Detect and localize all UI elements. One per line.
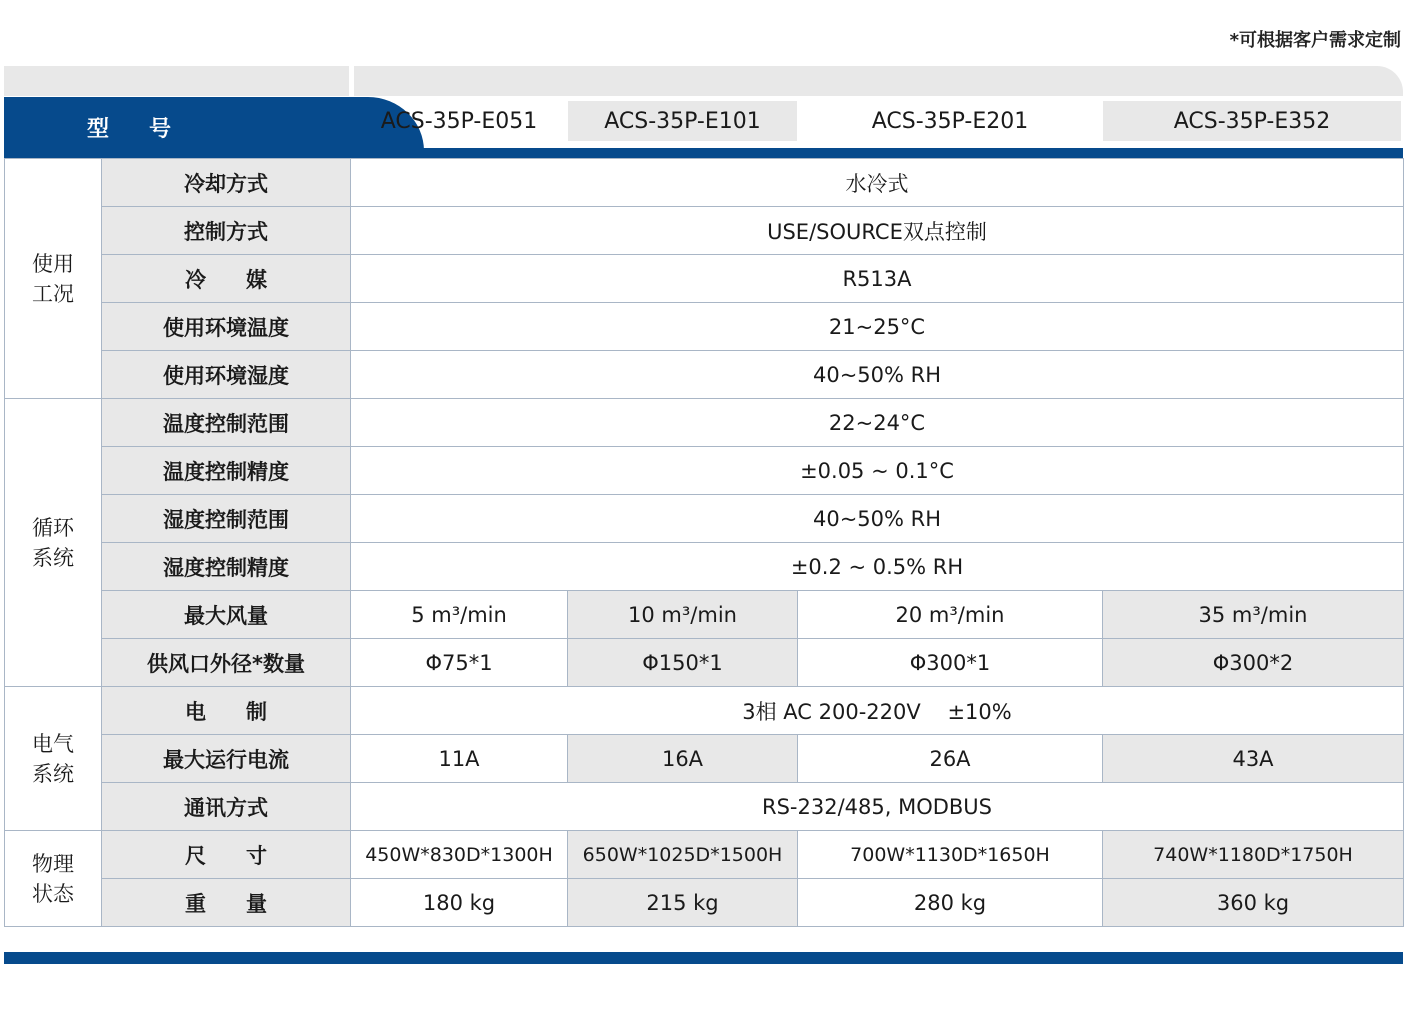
group-electrical <box>5 687 102 831</box>
footer-divider <box>4 952 1403 964</box>
row-label: 湿度控制精度 <box>102 543 351 591</box>
cell-model-2: 10 m³/min <box>568 591 798 639</box>
cell-model-4: 35 m³/min <box>1103 591 1404 639</box>
row-value: 40~50% RH <box>351 495 1404 543</box>
row-value: 40~50% RH <box>351 351 1404 399</box>
spec-table <box>4 158 1404 927</box>
cell-model-2: 215 kg <box>568 879 798 927</box>
table-row <box>5 447 1404 495</box>
header-divider <box>4 148 1403 158</box>
row-value: 水冷式 <box>351 159 1404 207</box>
cell-model-1: Φ75*1 <box>351 639 568 687</box>
cell-model-3: 20 m³/min <box>798 591 1103 639</box>
cell-model-1: 180 kg <box>351 879 568 927</box>
top-gray-bar-right <box>354 66 1403 96</box>
row-label: 湿度控制范围 <box>102 495 351 543</box>
row-label: 温度控制范围 <box>102 399 351 447</box>
table-row <box>5 303 1404 351</box>
row-value: 21~25°C <box>351 303 1404 351</box>
table-row <box>5 687 1404 735</box>
row-value: 3相 AC 200-220V ±10% <box>351 687 1404 735</box>
table-row <box>5 543 1404 591</box>
row-value: R513A <box>351 255 1404 303</box>
cell-model-4: Φ300*2 <box>1103 639 1404 687</box>
table-row <box>5 831 1404 879</box>
cell-model-2: 650W*1025D*1500H <box>568 831 798 879</box>
cell-model-1: 5 m³/min <box>351 591 568 639</box>
row-label: 通讯方式 <box>102 783 351 831</box>
customization-note: *可根据客户需求定制 <box>1229 30 1401 51</box>
cell-model-1: 11A <box>351 735 568 783</box>
row-label: 最大风量 <box>102 591 351 639</box>
cell-model-3: Φ300*1 <box>798 639 1103 687</box>
table-row <box>5 639 1404 687</box>
row-label: 电制 <box>102 687 351 735</box>
row-label: 最大运行电流 <box>102 735 351 783</box>
model-name-2: ACS-35P-E101 <box>568 101 797 141</box>
group-usage <box>5 159 102 399</box>
group-physical <box>5 831 102 927</box>
table-row <box>5 399 1404 447</box>
table-row <box>5 255 1404 303</box>
row-label: 控制方式 <box>102 207 351 255</box>
model-header-label: 型号 <box>86 117 211 142</box>
top-gray-bar-left <box>4 66 349 96</box>
cell-model-4: 43A <box>1103 735 1404 783</box>
cell-model-2: 16A <box>568 735 798 783</box>
cell-model-3: 26A <box>798 735 1103 783</box>
cell-model-2: Φ150*1 <box>568 639 798 687</box>
cell-model-1: 450W*830D*1300H <box>351 831 568 879</box>
group-label: 电气 系统 <box>32 731 74 786</box>
table-row <box>5 159 1404 207</box>
row-label: 供风口外径*数量 <box>102 639 351 687</box>
row-value: USE/SOURCE双点控制 <box>351 207 1404 255</box>
cell-model-4: 360 kg <box>1103 879 1404 927</box>
row-value: 22~24°C <box>351 399 1404 447</box>
row-label: 冷媒 <box>102 255 351 303</box>
row-value: ±0.2 ~ 0.5% RH <box>351 543 1404 591</box>
table-row <box>5 495 1404 543</box>
row-value: RS-232/485, MODBUS <box>351 783 1404 831</box>
model-name-3: ACS-35P-E201 <box>871 108 1029 134</box>
row-value: ±0.05 ~ 0.1°C <box>351 447 1404 495</box>
group-label: 物理 状态 <box>32 851 74 906</box>
table-row <box>5 351 1404 399</box>
table-row <box>5 735 1404 783</box>
row-label: 尺寸 <box>102 831 351 879</box>
group-label: 循环 系统 <box>32 515 74 570</box>
table-row <box>5 783 1404 831</box>
group-label: 使用 工况 <box>32 251 74 306</box>
row-label: 温度控制精度 <box>102 447 351 495</box>
row-label: 重量 <box>102 879 351 927</box>
cell-model-3: 700W*1130D*1650H <box>798 831 1103 879</box>
cell-model-3: 280 kg <box>798 879 1103 927</box>
row-label: 使用环境湿度 <box>102 351 351 399</box>
model-name-4: ACS-35P-E352 <box>1103 101 1401 141</box>
model-name-1: ACS-35P-E051 <box>380 108 538 134</box>
table-row <box>5 879 1404 927</box>
table-row <box>5 591 1404 639</box>
group-circulation <box>5 399 102 687</box>
row-label: 使用环境温度 <box>102 303 351 351</box>
row-label: 冷却方式 <box>102 159 351 207</box>
cell-model-4: 740W*1180D*1750H <box>1103 831 1404 879</box>
table-row <box>5 207 1404 255</box>
